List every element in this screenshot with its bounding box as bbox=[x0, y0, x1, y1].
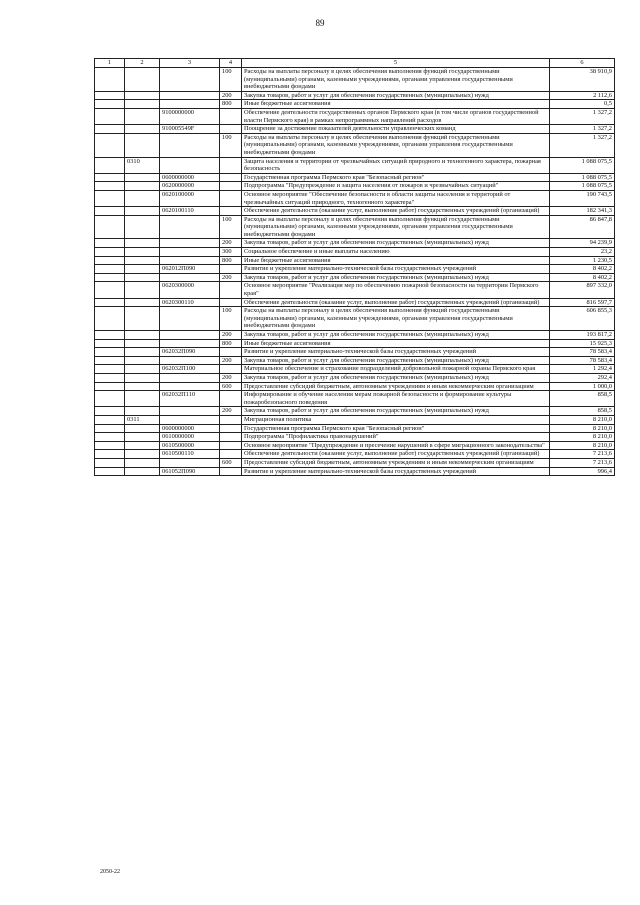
cell-amount: 1 088 075,5 bbox=[550, 173, 615, 182]
cell-col1 bbox=[95, 433, 125, 442]
cell-target-code bbox=[160, 458, 220, 467]
cell-section bbox=[125, 108, 160, 124]
cell-section bbox=[125, 298, 160, 307]
cell-expense-type bbox=[220, 298, 242, 307]
cell-target-code bbox=[160, 415, 220, 424]
cell-expense-type bbox=[220, 157, 242, 173]
table-row bbox=[95, 256, 615, 265]
cell-description: Развитие и укрепление материально-технической базы государственных учреждений bbox=[242, 265, 550, 274]
cell-description: Предоставление субсидий бюджетным, автономным учреждениям и иным некоммерческим организациям bbox=[242, 458, 550, 467]
table-row bbox=[95, 450, 615, 459]
cell-col1 bbox=[95, 100, 125, 109]
cell-amount: 38 910,9 bbox=[550, 68, 615, 92]
cell-col1 bbox=[95, 173, 125, 182]
table-row bbox=[95, 382, 615, 391]
table-row bbox=[95, 331, 615, 340]
cell-section bbox=[125, 348, 160, 357]
table-row bbox=[95, 467, 615, 476]
cell-expense-type: 300 bbox=[220, 248, 242, 257]
cell-expense-type: 600 bbox=[220, 382, 242, 391]
cell-section: 0310 bbox=[125, 157, 160, 173]
cell-expense-type: 100 bbox=[220, 133, 242, 157]
cell-target-code: 0620100110 bbox=[160, 207, 220, 216]
cell-section bbox=[125, 282, 160, 298]
cell-target-code: 910005549F bbox=[160, 125, 220, 134]
cell-target-code bbox=[160, 373, 220, 382]
cell-col1 bbox=[95, 182, 125, 191]
cell-description: Обеспечение деятельности (оказание услуг, выполнение работ) государственных учреждений (организаций) bbox=[242, 207, 550, 216]
cell-col1 bbox=[95, 391, 125, 407]
cell-target-code: 0620000000 bbox=[160, 182, 220, 191]
cell-amount: 94 239,9 bbox=[550, 239, 615, 248]
cell-col1 bbox=[95, 441, 125, 450]
cell-description: Закупка товаров, работ и услуг для обеспечения государственных (муниципальных) нужд bbox=[242, 331, 550, 340]
cell-target-code bbox=[160, 273, 220, 282]
cell-expense-type bbox=[220, 282, 242, 298]
table-row bbox=[95, 458, 615, 467]
cell-target-code: 062032П100 bbox=[160, 365, 220, 374]
cell-section bbox=[125, 365, 160, 374]
cell-expense-type bbox=[220, 467, 242, 476]
cell-amount: 86 847,8 bbox=[550, 215, 615, 239]
cell-description: Иные бюджетные ассигнования bbox=[242, 339, 550, 348]
cell-target-code: 0610500110 bbox=[160, 450, 220, 459]
cell-col1 bbox=[95, 373, 125, 382]
cell-expense-type bbox=[220, 348, 242, 357]
cell-description: Развитие и укрепление материально-технической базы государственных учреждений bbox=[242, 348, 550, 357]
cell-col1 bbox=[95, 331, 125, 340]
cell-target-code bbox=[160, 356, 220, 365]
cell-target-code: 0620100000 bbox=[160, 190, 220, 206]
cell-target-code: 9100000000 bbox=[160, 108, 220, 124]
cell-amount: 1 327,2 bbox=[550, 133, 615, 157]
cell-description: Закупка товаров, работ и услуг для обеспечения государственных (муниципальных) нужд bbox=[242, 373, 550, 382]
cell-amount: 1 000,0 bbox=[550, 382, 615, 391]
cell-amount: 816 597,7 bbox=[550, 298, 615, 307]
cell-description: Государственная программа Пермского края "Безопасный регион" bbox=[242, 173, 550, 182]
table-row bbox=[95, 68, 615, 92]
cell-amount: 8 210,0 bbox=[550, 415, 615, 424]
cell-target-code: 061052П090 bbox=[160, 467, 220, 476]
cell-expense-type bbox=[220, 415, 242, 424]
cell-section bbox=[125, 256, 160, 265]
cell-target-code: 0620300000 bbox=[160, 282, 220, 298]
cell-description: Миграционная политика bbox=[242, 415, 550, 424]
table-row bbox=[95, 190, 615, 206]
cell-amount: 23,2 bbox=[550, 248, 615, 257]
cell-col1 bbox=[95, 339, 125, 348]
cell-expense-type: 200 bbox=[220, 331, 242, 340]
cell-col1 bbox=[95, 133, 125, 157]
cell-expense-type: 200 bbox=[220, 239, 242, 248]
cell-amount: 78 583,4 bbox=[550, 348, 615, 357]
cell-section bbox=[125, 265, 160, 274]
cell-expense-type bbox=[220, 365, 242, 374]
cell-description: Расходы на выплаты персоналу в целях обеспечения выполнения функций государственными (муниципальными) органами, казенными учреждениями, органами управления государственными внебюджетными фондами bbox=[242, 133, 550, 157]
cell-amount: 182 341,3 bbox=[550, 207, 615, 216]
cell-section: 0311 bbox=[125, 415, 160, 424]
cell-amount: 0,5 bbox=[550, 100, 615, 109]
cell-amount: 190 743,5 bbox=[550, 190, 615, 206]
cell-col1 bbox=[95, 282, 125, 298]
cell-expense-type bbox=[220, 424, 242, 433]
cell-target-code bbox=[160, 100, 220, 109]
cell-col1 bbox=[95, 265, 125, 274]
cell-amount: 78 583,4 bbox=[550, 356, 615, 365]
column-header: 4 bbox=[220, 59, 242, 68]
table-row bbox=[95, 365, 615, 374]
cell-col1 bbox=[95, 248, 125, 257]
cell-description: Государственная программа Пермского края "Безопасный регион" bbox=[242, 424, 550, 433]
cell-expense-type: 100 bbox=[220, 215, 242, 239]
footer-code: 2050-22 bbox=[100, 869, 120, 875]
cell-col1 bbox=[95, 458, 125, 467]
cell-target-code bbox=[160, 307, 220, 331]
cell-amount: 8 210,0 bbox=[550, 433, 615, 442]
cell-section bbox=[125, 373, 160, 382]
cell-description: Обеспечение деятельности (оказание услуг, выполнение работ) государственных учреждений (организаций) bbox=[242, 450, 550, 459]
cell-amount: 193 817,2 bbox=[550, 331, 615, 340]
cell-description: Основное мероприятие "Предупреждение и пресечение нарушений в сфере миграционного законодательства" bbox=[242, 441, 550, 450]
cell-description: Закупка товаров, работ и услуг для обеспечения государственных (муниципальных) нужд bbox=[242, 91, 550, 100]
cell-amount: 897 332,0 bbox=[550, 282, 615, 298]
table-row bbox=[95, 433, 615, 442]
cell-description: Основное мероприятие "Реализация мер по обеспечению пожарной безопасности на территории Пермского края" bbox=[242, 282, 550, 298]
cell-expense-type: 200 bbox=[220, 273, 242, 282]
cell-section bbox=[125, 458, 160, 467]
cell-col1 bbox=[95, 407, 125, 416]
cell-col1 bbox=[95, 365, 125, 374]
cell-target-code bbox=[160, 215, 220, 239]
cell-amount: 858,5 bbox=[550, 407, 615, 416]
cell-expense-type: 200 bbox=[220, 356, 242, 365]
cell-col1 bbox=[95, 215, 125, 239]
cell-col1 bbox=[95, 348, 125, 357]
cell-description: Развитие и укрепление материально-технической базы государственных учреждений bbox=[242, 467, 550, 476]
cell-target-code bbox=[160, 407, 220, 416]
cell-amount: 1 088 075,5 bbox=[550, 182, 615, 191]
table-row bbox=[95, 373, 615, 382]
cell-description: Поощрение за достижение показателей деятельности управленческих команд bbox=[242, 125, 550, 134]
cell-amount: 7 213,6 bbox=[550, 458, 615, 467]
cell-description: Закупка товаров, работ и услуг для обеспечения государственных (муниципальных) нужд bbox=[242, 407, 550, 416]
cell-target-code bbox=[160, 157, 220, 173]
table-row bbox=[95, 91, 615, 100]
table-row bbox=[95, 157, 615, 173]
cell-expense-type bbox=[220, 125, 242, 134]
cell-col1 bbox=[95, 256, 125, 265]
page-number: 89 bbox=[315, 18, 325, 28]
cell-section bbox=[125, 239, 160, 248]
cell-expense-type: 800 bbox=[220, 339, 242, 348]
cell-section bbox=[125, 391, 160, 407]
cell-section bbox=[125, 100, 160, 109]
cell-description: Закупка товаров, работ и услуг для обеспечения государственных (муниципальных) нужд bbox=[242, 356, 550, 365]
header-row bbox=[95, 59, 615, 68]
cell-target-code bbox=[160, 382, 220, 391]
cell-amount: 2 112,6 bbox=[550, 91, 615, 100]
cell-target-code: 0610000000 bbox=[160, 433, 220, 442]
cell-amount: 7 213,6 bbox=[550, 450, 615, 459]
cell-description: Обеспечение деятельности (оказание услуг, выполнение работ) государственных учреждений (организаций) bbox=[242, 298, 550, 307]
cell-section bbox=[125, 215, 160, 239]
cell-expense-type: 800 bbox=[220, 256, 242, 265]
table-row bbox=[95, 215, 615, 239]
cell-col1 bbox=[95, 298, 125, 307]
cell-col1 bbox=[95, 239, 125, 248]
cell-amount: 292,4 bbox=[550, 373, 615, 382]
cell-target-code bbox=[160, 248, 220, 257]
cell-expense-type bbox=[220, 182, 242, 191]
cell-description: Расходы на выплаты персоналу в целях обеспечения выполнения функций государственными (муниципальными) органами, казенными учреждениями, органами управления государственными внебюджетными фондами bbox=[242, 68, 550, 92]
cell-target-code bbox=[160, 68, 220, 92]
table-header bbox=[95, 59, 615, 68]
table-row bbox=[95, 348, 615, 357]
cell-amount: 15 925,3 bbox=[550, 339, 615, 348]
cell-expense-type bbox=[220, 450, 242, 459]
cell-section bbox=[125, 190, 160, 206]
cell-description: Защита населения и территории от чрезвычайных ситуаций природного и техногенного характера, пожарная безопасность bbox=[242, 157, 550, 173]
cell-target-code bbox=[160, 339, 220, 348]
cell-amount: 8 210,0 bbox=[550, 441, 615, 450]
table-row bbox=[95, 282, 615, 298]
cell-col1 bbox=[95, 307, 125, 331]
cell-amount: 858,5 bbox=[550, 391, 615, 407]
cell-amount: 8 210,0 bbox=[550, 424, 615, 433]
cell-description: Предоставление субсидий бюджетным, автономным учреждениям и иным некоммерческим организациям bbox=[242, 382, 550, 391]
cell-section bbox=[125, 133, 160, 157]
table-row bbox=[95, 100, 615, 109]
cell-expense-type: 200 bbox=[220, 373, 242, 382]
cell-description: Основное мероприятие "Обеспечение безопасности в области защиты населения и территорий от чрезвычайных ситуаций природного, техногенного характера" bbox=[242, 190, 550, 206]
cell-description: Социальное обеспечение и иные выплаты населению bbox=[242, 248, 550, 257]
cell-expense-type: 600 bbox=[220, 458, 242, 467]
cell-section bbox=[125, 356, 160, 365]
cell-description: Информирование и обучение населения мерам пожарной безопасности и формирование культуры пожаробезопасного поведения bbox=[242, 391, 550, 407]
cell-amount: 606 855,3 bbox=[550, 307, 615, 331]
cell-col1 bbox=[95, 467, 125, 476]
column-header: 5 bbox=[242, 59, 550, 68]
table-row bbox=[95, 407, 615, 416]
cell-section bbox=[125, 433, 160, 442]
table-row bbox=[95, 239, 615, 248]
table-row bbox=[95, 125, 615, 134]
cell-section bbox=[125, 450, 160, 459]
cell-target-code: 062032П110 bbox=[160, 391, 220, 407]
cell-expense-type bbox=[220, 190, 242, 206]
column-header: 3 bbox=[160, 59, 220, 68]
cell-section bbox=[125, 248, 160, 257]
cell-expense-type bbox=[220, 433, 242, 442]
table-row bbox=[95, 441, 615, 450]
table-row bbox=[95, 424, 615, 433]
cell-amount: 8 402,2 bbox=[550, 273, 615, 282]
cell-col1 bbox=[95, 125, 125, 134]
table-body bbox=[95, 68, 615, 476]
cell-section bbox=[125, 307, 160, 331]
cell-description: Расходы на выплаты персоналу в целях обеспечения выполнения функций государственными (муниципальными) органами, казенными учреждениями, органами управления государственными внебюджетными фондами bbox=[242, 307, 550, 331]
cell-target-code: 0620300110 bbox=[160, 298, 220, 307]
cell-col1 bbox=[95, 450, 125, 459]
cell-expense-type: 100 bbox=[220, 307, 242, 331]
cell-expense-type bbox=[220, 441, 242, 450]
cell-section bbox=[125, 173, 160, 182]
cell-description: Закупка товаров, работ и услуг для обеспечения государственных (муниципальных) нужд bbox=[242, 273, 550, 282]
cell-target-code bbox=[160, 239, 220, 248]
cell-section bbox=[125, 339, 160, 348]
cell-amount: 1 292,4 bbox=[550, 365, 615, 374]
cell-amount: 1 327,2 bbox=[550, 125, 615, 134]
cell-description: Расходы на выплаты персоналу в целях обеспечения выполнения функций государственными (муниципальными) органами, казенными учреждениями, органами управления государственными внебюджетными фондами bbox=[242, 215, 550, 239]
table-row bbox=[95, 391, 615, 407]
cell-expense-type: 100 bbox=[220, 68, 242, 92]
table-row bbox=[95, 339, 615, 348]
cell-section bbox=[125, 125, 160, 134]
cell-target-code bbox=[160, 331, 220, 340]
cell-col1 bbox=[95, 424, 125, 433]
cell-col1 bbox=[95, 382, 125, 391]
cell-amount: 1 230,5 bbox=[550, 256, 615, 265]
table-row bbox=[95, 265, 615, 274]
cell-section bbox=[125, 441, 160, 450]
cell-section bbox=[125, 382, 160, 391]
column-header: 2 bbox=[125, 59, 160, 68]
budget-table bbox=[94, 58, 615, 476]
cell-col1 bbox=[95, 273, 125, 282]
cell-description: Иные бюджетные ассигнования bbox=[242, 100, 550, 109]
cell-target-code: 0610500000 bbox=[160, 441, 220, 450]
table-row bbox=[95, 133, 615, 157]
cell-target-code: 0600000000 bbox=[160, 173, 220, 182]
table-row bbox=[95, 356, 615, 365]
cell-col1 bbox=[95, 108, 125, 124]
table-row bbox=[95, 248, 615, 257]
cell-target-code: 062012П090 bbox=[160, 265, 220, 274]
cell-description: Иные бюджетные ассигнования bbox=[242, 256, 550, 265]
cell-target-code bbox=[160, 256, 220, 265]
cell-col1 bbox=[95, 415, 125, 424]
cell-col1 bbox=[95, 68, 125, 92]
cell-section bbox=[125, 467, 160, 476]
cell-section bbox=[125, 273, 160, 282]
cell-amount: 1 088 075,5 bbox=[550, 157, 615, 173]
cell-amount: 8 402,2 bbox=[550, 265, 615, 274]
cell-col1 bbox=[95, 207, 125, 216]
cell-col1 bbox=[95, 356, 125, 365]
cell-target-code bbox=[160, 91, 220, 100]
cell-section bbox=[125, 68, 160, 92]
column-header: 1 bbox=[95, 59, 125, 68]
cell-section bbox=[125, 91, 160, 100]
cell-expense-type bbox=[220, 207, 242, 216]
cell-target-code: 062032П090 bbox=[160, 348, 220, 357]
cell-expense-type: 200 bbox=[220, 407, 242, 416]
cell-col1 bbox=[95, 190, 125, 206]
cell-description: Закупка товаров, работ и услуг для обеспечения государственных (муниципальных) нужд bbox=[242, 239, 550, 248]
cell-description: Обеспечение деятельности государственных органов Пермского края (в том числе органов государственной власти Пермского края) в рамках непрограммных направлений расходов bbox=[242, 108, 550, 124]
table-row bbox=[95, 298, 615, 307]
cell-section bbox=[125, 424, 160, 433]
cell-target-code bbox=[160, 133, 220, 157]
cell-description: Подпрограмма "Предупреждение и защита населения от пожаров и чрезвычайных ситуаций" bbox=[242, 182, 550, 191]
cell-expense-type bbox=[220, 108, 242, 124]
cell-amount: 1 327,2 bbox=[550, 108, 615, 124]
table-row bbox=[95, 108, 615, 124]
cell-expense-type bbox=[220, 173, 242, 182]
cell-description: Подпрограмма "Профилактика правонарушений" bbox=[242, 433, 550, 442]
table-row bbox=[95, 182, 615, 191]
cell-section bbox=[125, 182, 160, 191]
cell-expense-type: 800 bbox=[220, 100, 242, 109]
table-row bbox=[95, 307, 615, 331]
cell-expense-type bbox=[220, 265, 242, 274]
table-row bbox=[95, 207, 615, 216]
table-row bbox=[95, 273, 615, 282]
column-header: 6 bbox=[550, 59, 615, 68]
cell-col1 bbox=[95, 157, 125, 173]
cell-section bbox=[125, 207, 160, 216]
cell-amount: 996,4 bbox=[550, 467, 615, 476]
cell-expense-type: 200 bbox=[220, 91, 242, 100]
table-row bbox=[95, 173, 615, 182]
cell-expense-type bbox=[220, 391, 242, 407]
cell-section bbox=[125, 407, 160, 416]
cell-description: Материальное обеспечение и страхование подразделений добровольной пожарной охраны Пермского края bbox=[242, 365, 550, 374]
cell-target-code: 0600000000 bbox=[160, 424, 220, 433]
table-row bbox=[95, 415, 615, 424]
cell-section bbox=[125, 331, 160, 340]
cell-col1 bbox=[95, 91, 125, 100]
